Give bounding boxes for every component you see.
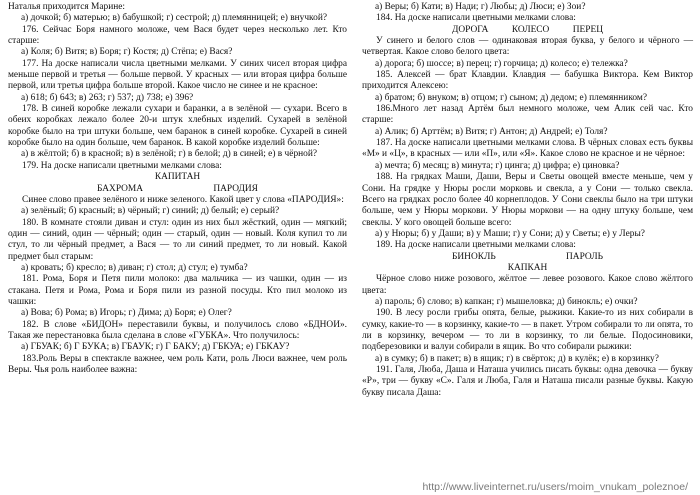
answer-options: а) 618; б) 643; в) 263; г) 537; д) 738; е) 396? — [21, 92, 194, 103]
text-paragraph: 179. На доске написали цветными мелками слова: — [22, 160, 222, 171]
answer-options: а) мечта; б) месяц; в) минута; г) цинга; д) цифра; е) циновка? — [375, 160, 620, 171]
text-paragraph: 183.Роль Веры в спектакле важнее, чем роль Кати, роль Люси важнее, чем роль Веры. Чья роль наиболее важна: — [8, 353, 347, 375]
answer-options: а) дочкой; б) матерью; в) бабушкой; г) сестрой; д) племянницей; е) внучкой? — [21, 13, 327, 24]
text-paragraph: 188. На грядках Маши, Даши, Веры и Светы овощей вместе меньше, чем у Сони. На грядке у Нюры росли морковь и свекла, а у Сони — только свекла. Всего на грядках росло более 40 корнеплодов. У Сони свеклы было на три штуки больше, чем у Нюры моркови. У Нюры моркови — на одну штуку больше, чем свеклы. У кого овощей больше всего: — [362, 172, 693, 228]
text-paragraph: 180. В комнате стояли диван и стул: один из них был жёсткий, один — мягкий; один — синий, один — чёрный; один — старый, один — новый. Коля купил то ли стул, то ли чёрный предмет, а Вася — то ли синий предмет, то ли новый. Какой предмет был старым: — [8, 217, 347, 262]
text-paragraph: 190. В лесу росли грибы опята, белые, рыжики. Какие-то из них собирали в сумку, какие-то — в корзинку, какие-то — в пакет. Утром собирали то ли опята, то ли в корзинку, вечером — то ли в корзинку, то ли белые. Подосиновики, подберезовики и валуи собирали в ящик. Во что собирали рыжики: — [362, 308, 693, 353]
text-paragraph: 176. Сейчас Боря намного моложе, чем Вася будет через несколько лет. Кто старше: — [8, 24, 347, 47]
text-paragraph: 189. На доске написали цветными мелками слова: — [376, 240, 576, 251]
text-paragraph: Наталья приходится Марине: — [8, 2, 126, 12]
word-row: КАПКАН — [507, 262, 548, 273]
answer-options: а) зелёный; б) красный; в) чёрный; г) синий; д) белый; е) серый? — [21, 206, 280, 217]
text-paragraph: У синего и белого слов — одинаковая вторая буква, у белого и чёрного — четвертая. Какое слово белого цвета: — [362, 36, 693, 58]
word-row: БАХРОМА ПАРОДИЯ — [97, 183, 258, 194]
watermark-url: http://www.liveinternet.ru/users/moim_vnukam_poleznoe/ — [422, 481, 688, 493]
answer-options: а) братом; б) внуком; в) отцом; г) сыном; д) дедом; е) племянником? — [375, 92, 647, 103]
answer-options: а) пароль; б) слово; в) капкан; г) мышеловка; д) бинокль; е) очки? — [375, 296, 638, 307]
answer-options: а) дорога; б) шоссе; в) перец; г) горчица; д) колесо; е) тележка? — [375, 58, 628, 69]
text-paragraph: 178. В синей коробке лежали сухари и баранки, а в зелёной — сухари. Всего в обеих коробках лежало более 20-и штук хлебных изделий. Сухарей в зелёной коробке было на три штуки больше, чем баранок в синей коробке. Сухарей в синей коробке было на один больше, чем баранок. В какой коробке изделий больше: — [8, 104, 347, 149]
text-paragraph: 182. В слове «БИДОН» переставили буквы, и получилось слово «БДНОИ». Такая же перестановка была сделана в слове «ГУБКА». Что получилось: — [8, 319, 347, 341]
text-paragraph: 186.Много лет назад Артём был немного моложе, чем Алик сей час. Кто старше: — [362, 104, 693, 126]
answer-options: а) ГБУАК; б) Г БУКА; в) ГБАУК; г) Г БАКУ; д) ГБКУА; е) ГБКАУ? — [21, 342, 290, 353]
left-page — [8, 2, 347, 376]
answer-options: а) в сумку; б) в пакет; в) в ящик; г) в свёрток; д) в кулёк; е) в корзинку? — [375, 353, 659, 364]
answer-options: а) кровать; б) кресло; в) диван; г) стол; д) стул; е) тумба? — [21, 262, 248, 273]
answer-options: а) Коля; б) Витя; в) Боря; г) Костя; д) Стёпа; е) Вася? — [21, 47, 233, 58]
text-paragraph: Синее слово правее зелёного и ниже зеленого. Какой цвет у слова «ПАРОДИЯ»: — [22, 194, 344, 205]
word-row: КАПИТАН — [154, 172, 201, 183]
text-paragraph: 177. На доске написали числа цветными мелками. У синих чисел вторая цифра меньше первой и третья — больше первой. У красных — или вторая цифра больше первой, или третья цифра больше второй. Какое число не синее и не красное: — [8, 58, 347, 92]
text-paragraph: 181. Рома, Боря и Петя пили молоко: два мальчика — из чашки, один — из стакана. Петя и Рома, Рома и Боря пили из разной посуды. Кто пил молоко из чашки: — [8, 274, 347, 307]
answer-options: а) Алик; б) Арттём; в) Витя; г) Антон; д) Андрей; е) Толя? — [375, 126, 608, 137]
right-page — [362, 2, 693, 399]
answer-options: а) Веры; б) Кати; в) Нади; г) Любы; д) Люси; е) Зои? — [375, 2, 586, 12]
text-paragraph: 187. На доске написали цветными мелками слова. В чёрных словах есть буквы «М» и «Ц», в красных — или «П», или «Я». Какое слово не красное и не чёрное: — [362, 138, 693, 160]
text-paragraph: 184. На доске написали цветными мелками слова: — [376, 13, 576, 24]
answer-options: а) у Нюры; б) у Даши; в) у Маши; г) у Сони; д) у Светы; е) у Леры? — [375, 228, 645, 239]
text-paragraph: 185. Алексей — брат Клавдии. Клавдия — бабушка Виктора. Кем Виктор приходится Алексею: — [362, 70, 693, 92]
word-row: ДОРОГА КОЛЕСО ПЕРЕЦ — [452, 24, 603, 35]
word-row: БИНОКЛЬ ПАРОЛЬ — [452, 251, 603, 262]
answer-options: а) Вова; б) Рома; в) Игорь; г) Дима; д) Боря; е) Олег? — [21, 308, 232, 319]
text-paragraph: 191. Галя, Люба, Даша и Наташа учились писать буквы: одна девочка — букву «Р», три — букву «С». Галя и Люба, Галя и Наташа писали разные буквы. Какую букву писала Даша: — [362, 365, 693, 398]
text-paragraph: Чёрное слово ниже розового, жёлтое — левее розового. Какое слово жёлтого цвета: — [362, 274, 693, 296]
answer-options: а) в жёлтой; б) в красной; в) в зелёной; г) в белой; д) в синей; е) в чёрной? — [21, 149, 318, 160]
